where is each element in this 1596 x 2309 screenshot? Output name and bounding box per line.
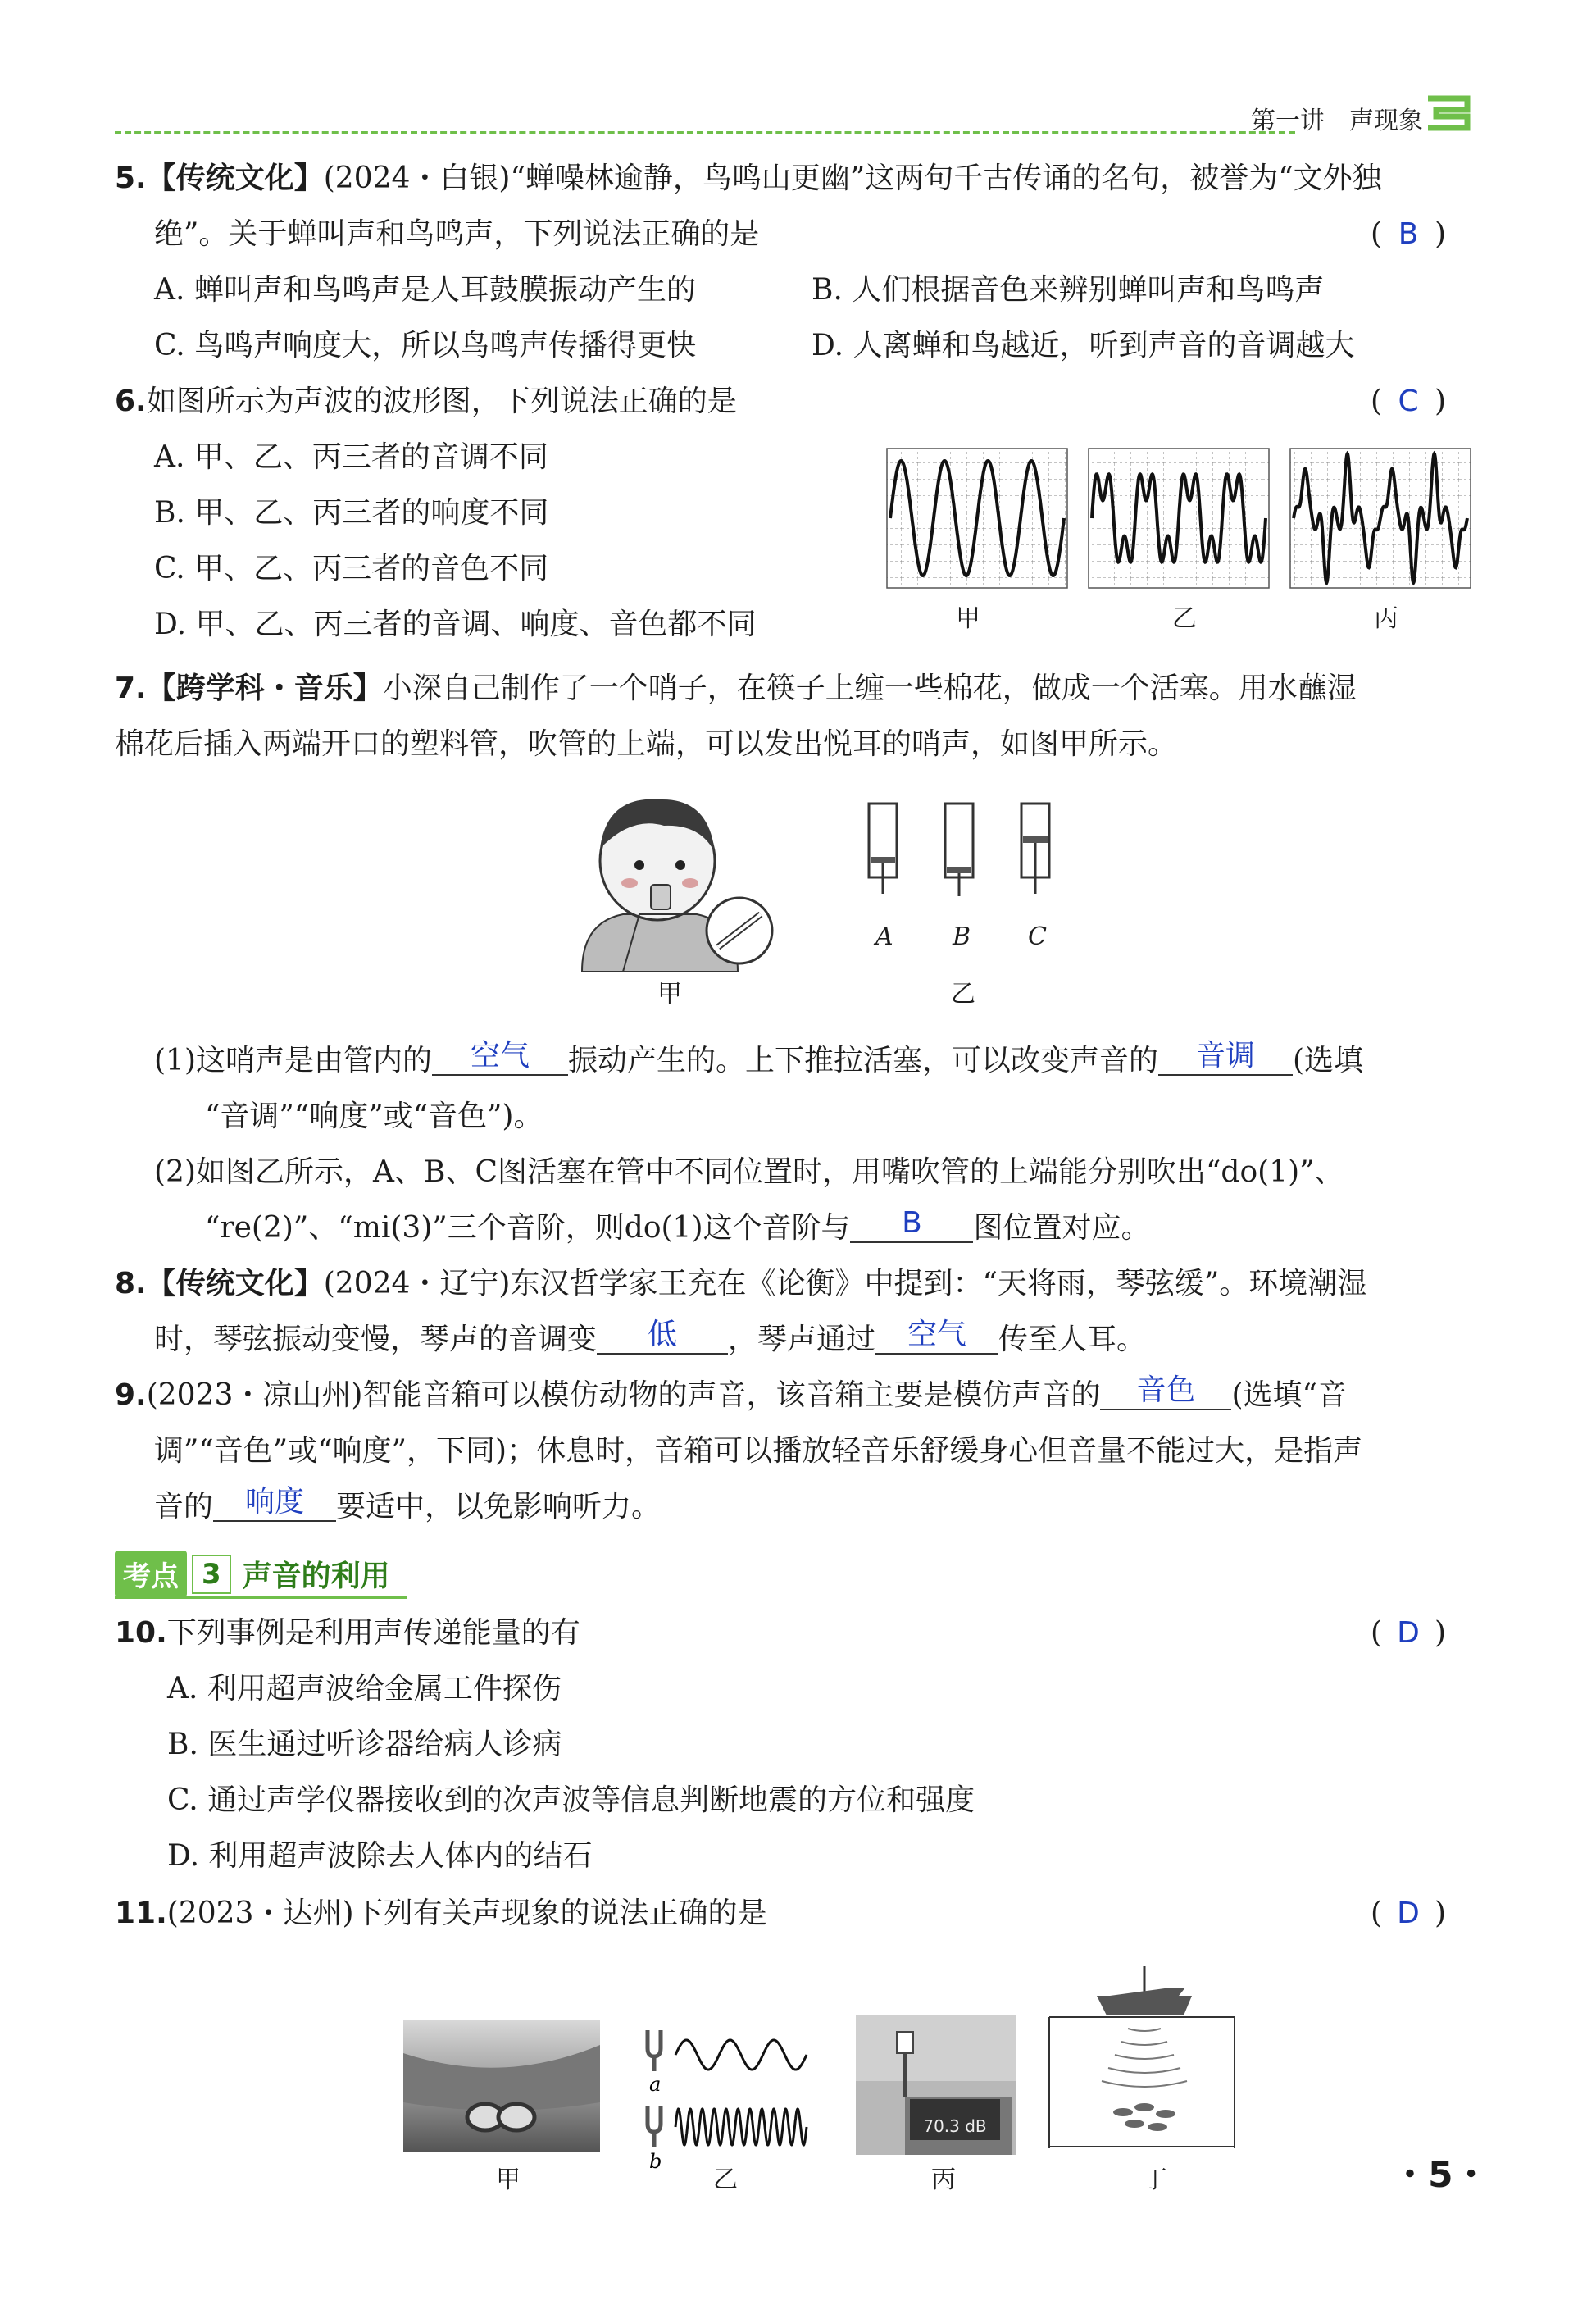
waveform-yi (1089, 449, 1269, 588)
q9-line2: 调”“音色”或“响度”，下同)；休息时，音箱可以播放轻音乐舒缓身心但音量不能过大，是指声 (154, 1434, 1363, 1468)
q10-option-a: A. 利用超声波给金属工件探伤 (167, 1672, 562, 1706)
q6-option-c: C. 甲、乙、丙三者的音色不同 (154, 552, 549, 585)
section-label: 考点 (115, 1551, 187, 1597)
chapter-logo-icon (1423, 93, 1472, 133)
q8-line2: 时，琴弦振动变慢，琴声的音调变 低 ，琴声通过 空气 传至人耳。 (154, 1318, 1147, 1356)
section-number: 3 (192, 1555, 231, 1594)
header-divider (115, 131, 1295, 134)
waveform-bing (1290, 449, 1471, 588)
q6-option-b: B. 甲、乙、丙三者的响度不同 (154, 496, 549, 530)
fork-label-b: b (649, 2150, 662, 2171)
q7-part1-line1: (1)这哨声是由管内的 空气 振动产生的。上下推拉活塞，可以改变声音的 音调 (选填 (154, 1039, 1364, 1077)
q7-fill-b: B (850, 1209, 973, 1243)
q7-part2-line2: “re(2)”、“mi(3)”三个音阶，则do(1)这个音阶与 B 图位置对应。 (205, 1206, 1151, 1245)
q9-line1: 9.(2023・凉山州)智能音箱可以模仿动物的声音，该音箱主要是模仿声音的 音色 (选填“音 (115, 1373, 1347, 1412)
q9-fill-timbre: 音色 (1100, 1376, 1231, 1410)
q11-caption-ding: 丁 (1143, 2166, 1167, 2194)
q5-line2: 绝”。关于蝉叫声和鸟鸣声，下列说法正确的是 (154, 217, 760, 251)
q6-stem: 6.如图所示为声波的波形图，下列说法正确的是 (115, 385, 737, 418)
q11-caption-bing: 丙 (931, 2166, 956, 2194)
waveform-jia (887, 449, 1067, 588)
tuning-fork-b-icon (648, 2106, 661, 2147)
q11-noise-monitor-photo (856, 2015, 1016, 2155)
q6-answer: ( C ) (1371, 385, 1447, 418)
q6-caption-jia: 甲 (956, 604, 980, 633)
q11-tuning-fork-waves (641, 2024, 813, 2171)
q7-part2-line1: (2)如图乙所示，A、B、C图活塞在管中不同位置时，用嘴吹管的上端能分别吹出“do(1)”、 (154, 1155, 1344, 1189)
q8-fill-air: 空气 (875, 1320, 998, 1355)
q8-line1: 8.【传统文化】(2024・辽宁)东汉哲学家王充在《论衡》中提到：“天将雨，琴弦缓”。环境潮湿 (115, 1267, 1367, 1300)
q10-answer: ( D ) (1371, 1616, 1447, 1650)
q5-line1: 5.【传统文化】(2024・白银)“蝉噪林逾静，鸟鸣山更幽”这两句千古传诵的名句，被誉为“文外独 (115, 162, 1382, 195)
q6-waveform-figure (885, 447, 1476, 594)
q11-caption-yi: 乙 (713, 2166, 738, 2194)
q6-caption-yi: 乙 (1172, 604, 1197, 633)
q10-stem: 10.下列事例是利用声传递能量的有 (115, 1616, 580, 1650)
q10-option-b: B. 医生通过听诊器给病人诊病 (167, 1728, 562, 1761)
q10-option-c: C. 通过声学仪器接收到的次声波等信息判断地震的方位和强度 (167, 1783, 975, 1817)
q7-caption-jia: 甲 (657, 980, 682, 1009)
page-number: ・5・ (1392, 2154, 1489, 2196)
q5-answer: ( B ) (1371, 217, 1447, 251)
q7-fill-pitch: 音调 (1158, 1041, 1293, 1076)
chapter-title: 第一讲 声现象 (1251, 107, 1423, 135)
q7-line1: 7.【跨学科・音乐】小深自己制作了一个哨子，在筷子上缠一些棉花，做成一个活塞。用水蘸湿 (115, 672, 1357, 705)
q6-caption-bing: 丙 (1374, 604, 1398, 633)
q11-exhaust-photo (403, 2020, 600, 2152)
q7-tubes-figure (853, 799, 1066, 898)
q5-option-d: D. 人离蝉和鸟越近，听到声音的音调越大 (812, 329, 1355, 362)
q6-option-d: D. 甲、乙、丙三者的音调、响度、音色都不同 (154, 608, 757, 641)
q9-fill-loudness: 响度 (213, 1487, 336, 1522)
fork-label-a: a (649, 2073, 662, 2096)
tube-b (945, 804, 973, 896)
tube-label-a: A (875, 922, 893, 951)
q6-option-a: A. 甲、乙、丙三者的音调不同 (154, 440, 548, 474)
q9-line3: 音的 响度 要适中，以免影响听力。 (154, 1485, 662, 1523)
q11-sonar-illustration (1048, 1963, 1236, 2148)
q7-caption-yi: 乙 (951, 980, 975, 1009)
q7-fill-air: 空气 (432, 1041, 568, 1076)
tube-a (869, 804, 897, 894)
section-title: 声音的利用 (242, 1560, 390, 1593)
q5-option-c: C. 鸟鸣声响度大，所以鸟鸣声传播得更快 (154, 329, 697, 362)
q7-line2: 棉花后插入两端开口的塑料管，吹管的上端，可以发出悦耳的哨声，如图甲所示。 (115, 727, 1178, 761)
tube-label-c: C (1028, 922, 1047, 951)
tuning-fork-a-icon (648, 2030, 661, 2071)
q11-caption-jia: 甲 (496, 2166, 521, 2194)
noise-reading: 70.3 dB (923, 2116, 987, 2136)
tube-c (1021, 804, 1049, 894)
q11-answer: ( D ) (1371, 1897, 1447, 1930)
q7-boy-illustration (566, 783, 779, 972)
q8-fill-low: 低 (597, 1320, 728, 1355)
tube-label-b: B (953, 922, 971, 951)
q10-option-d: D. 利用超声波除去人体内的结石 (167, 1839, 593, 1873)
q11-stem: 11.(2023・达州)下列有关声现象的说法正确的是 (115, 1897, 767, 1930)
q7-part1-line2: “音调”“响度”或“音色”)。 (205, 1100, 543, 1133)
section-header (115, 1551, 407, 1599)
q5-option-b: B. 人们根据音色来辨别蝉叫声和鸟鸣声 (812, 273, 1325, 307)
q5-option-a: A. 蝉叫声和鸟鸣声是人耳鼓膜振动产生的 (154, 273, 696, 307)
